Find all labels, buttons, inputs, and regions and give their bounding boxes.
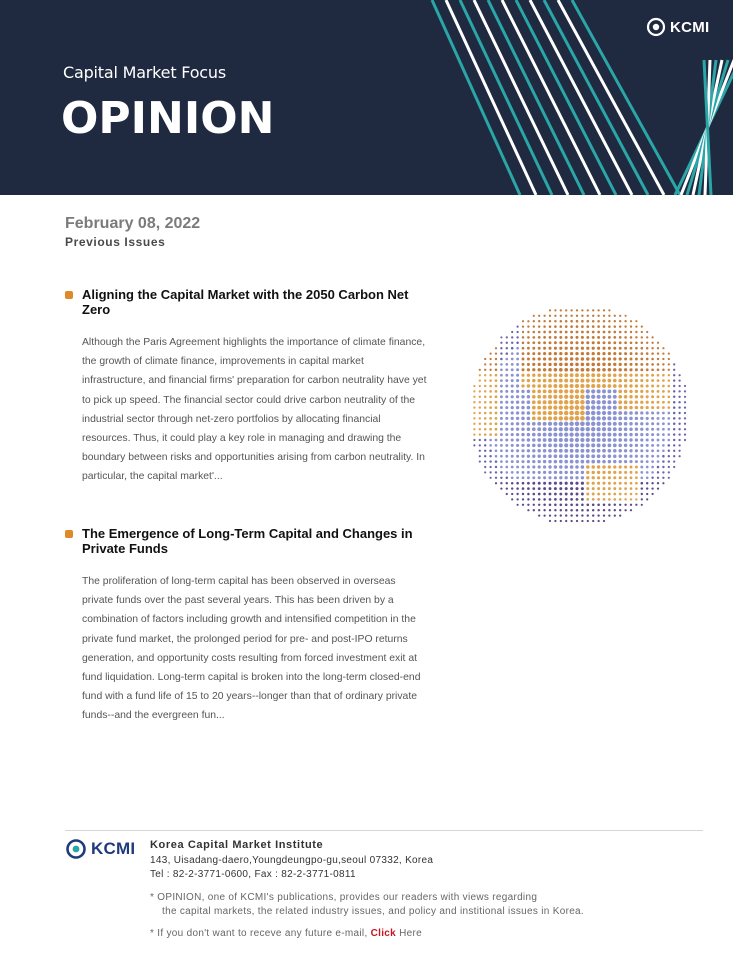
- kcmi-logo-icon: [65, 838, 87, 860]
- header-logo[interactable]: [646, 17, 710, 37]
- article-item: [65, 287, 425, 487]
- org-name: Korea Capital Market Institute: [150, 839, 324, 851]
- address-line: 143, Uisadang-daero,Youngdeungpo-gu,seoul 07332, Korea: [150, 855, 434, 866]
- article-summary: Although the Paris Agreement highlights the importance of climate finance, the growth of climate finance, improvements in capital market infrastructure, and financial firms' preparation for carbon neutrality have yet to pick up speed. The financial sector could drive carbon neutrality of the industrial sector through net-zero portfolios by allocating financial resources. Thus, it could play a key role in managing and drawing the boundary between risks and opportunities arising from carbon neutrality. In particular, the capital market'...: [82, 337, 427, 483]
- header-logo-text: KCMI: [670, 18, 710, 36]
- footer-logo: [65, 838, 135, 860]
- article-title[interactable]: The Emergence of Long-Term Capital and Changes in Private Funds: [82, 526, 413, 556]
- footer-divider: [65, 830, 703, 831]
- article-title[interactable]: Aligning the Capital Market with the 2050 Carbon Net Zero: [82, 287, 409, 317]
- org-address: [150, 854, 433, 882]
- bullet-icon: [65, 530, 73, 538]
- issue-date: February 08, 2022: [65, 215, 201, 232]
- phone-line: Tel : 82-2-3771-0600, Fax : 82-2-3771-0811: [150, 869, 356, 880]
- note-line: * OPINION, one of KCMI's publications, provides our readers with views regarding: [150, 892, 538, 903]
- bullet-icon: [65, 291, 73, 299]
- unsubscribe-text: * If you don't want to receve any future e-mail,: [150, 928, 368, 939]
- article-item: [65, 526, 425, 726]
- header-banner: [0, 0, 733, 195]
- unsubscribe-click-link[interactable]: Click: [370, 928, 397, 939]
- article-summary: The proliferation of long-term capital has been observed in overseas private funds over the past several years. This has been driven by a combination of factors including growth and intensified competition in the private fund market, the prolonged period for pre- and post-IPO returns generation, and opportunity costs resulting from forced investment exit at fund liquidation. Long-term capital is broken into the long-term closed-end fund with a fund life of 15 to 20 years--longer than that of ordinary private funds--and the evergreen fun...: [82, 576, 421, 722]
- header-subtitle: Capital Market Focus: [63, 63, 226, 82]
- unsubscribe-suffix: Here: [399, 928, 422, 939]
- publication-note: [150, 891, 584, 919]
- unsubscribe-note: [150, 928, 422, 939]
- previous-issues-link[interactable]: Previous Issues: [65, 235, 166, 249]
- globe-illustration: [467, 301, 692, 529]
- footer-logo-text: KCMI: [91, 839, 136, 858]
- kcmi-logo-icon: [646, 17, 666, 37]
- header-title: OPINION: [61, 93, 275, 144]
- note-line: the capital markets, the related industry issues, and policy and institional issues in Korea.: [162, 906, 584, 917]
